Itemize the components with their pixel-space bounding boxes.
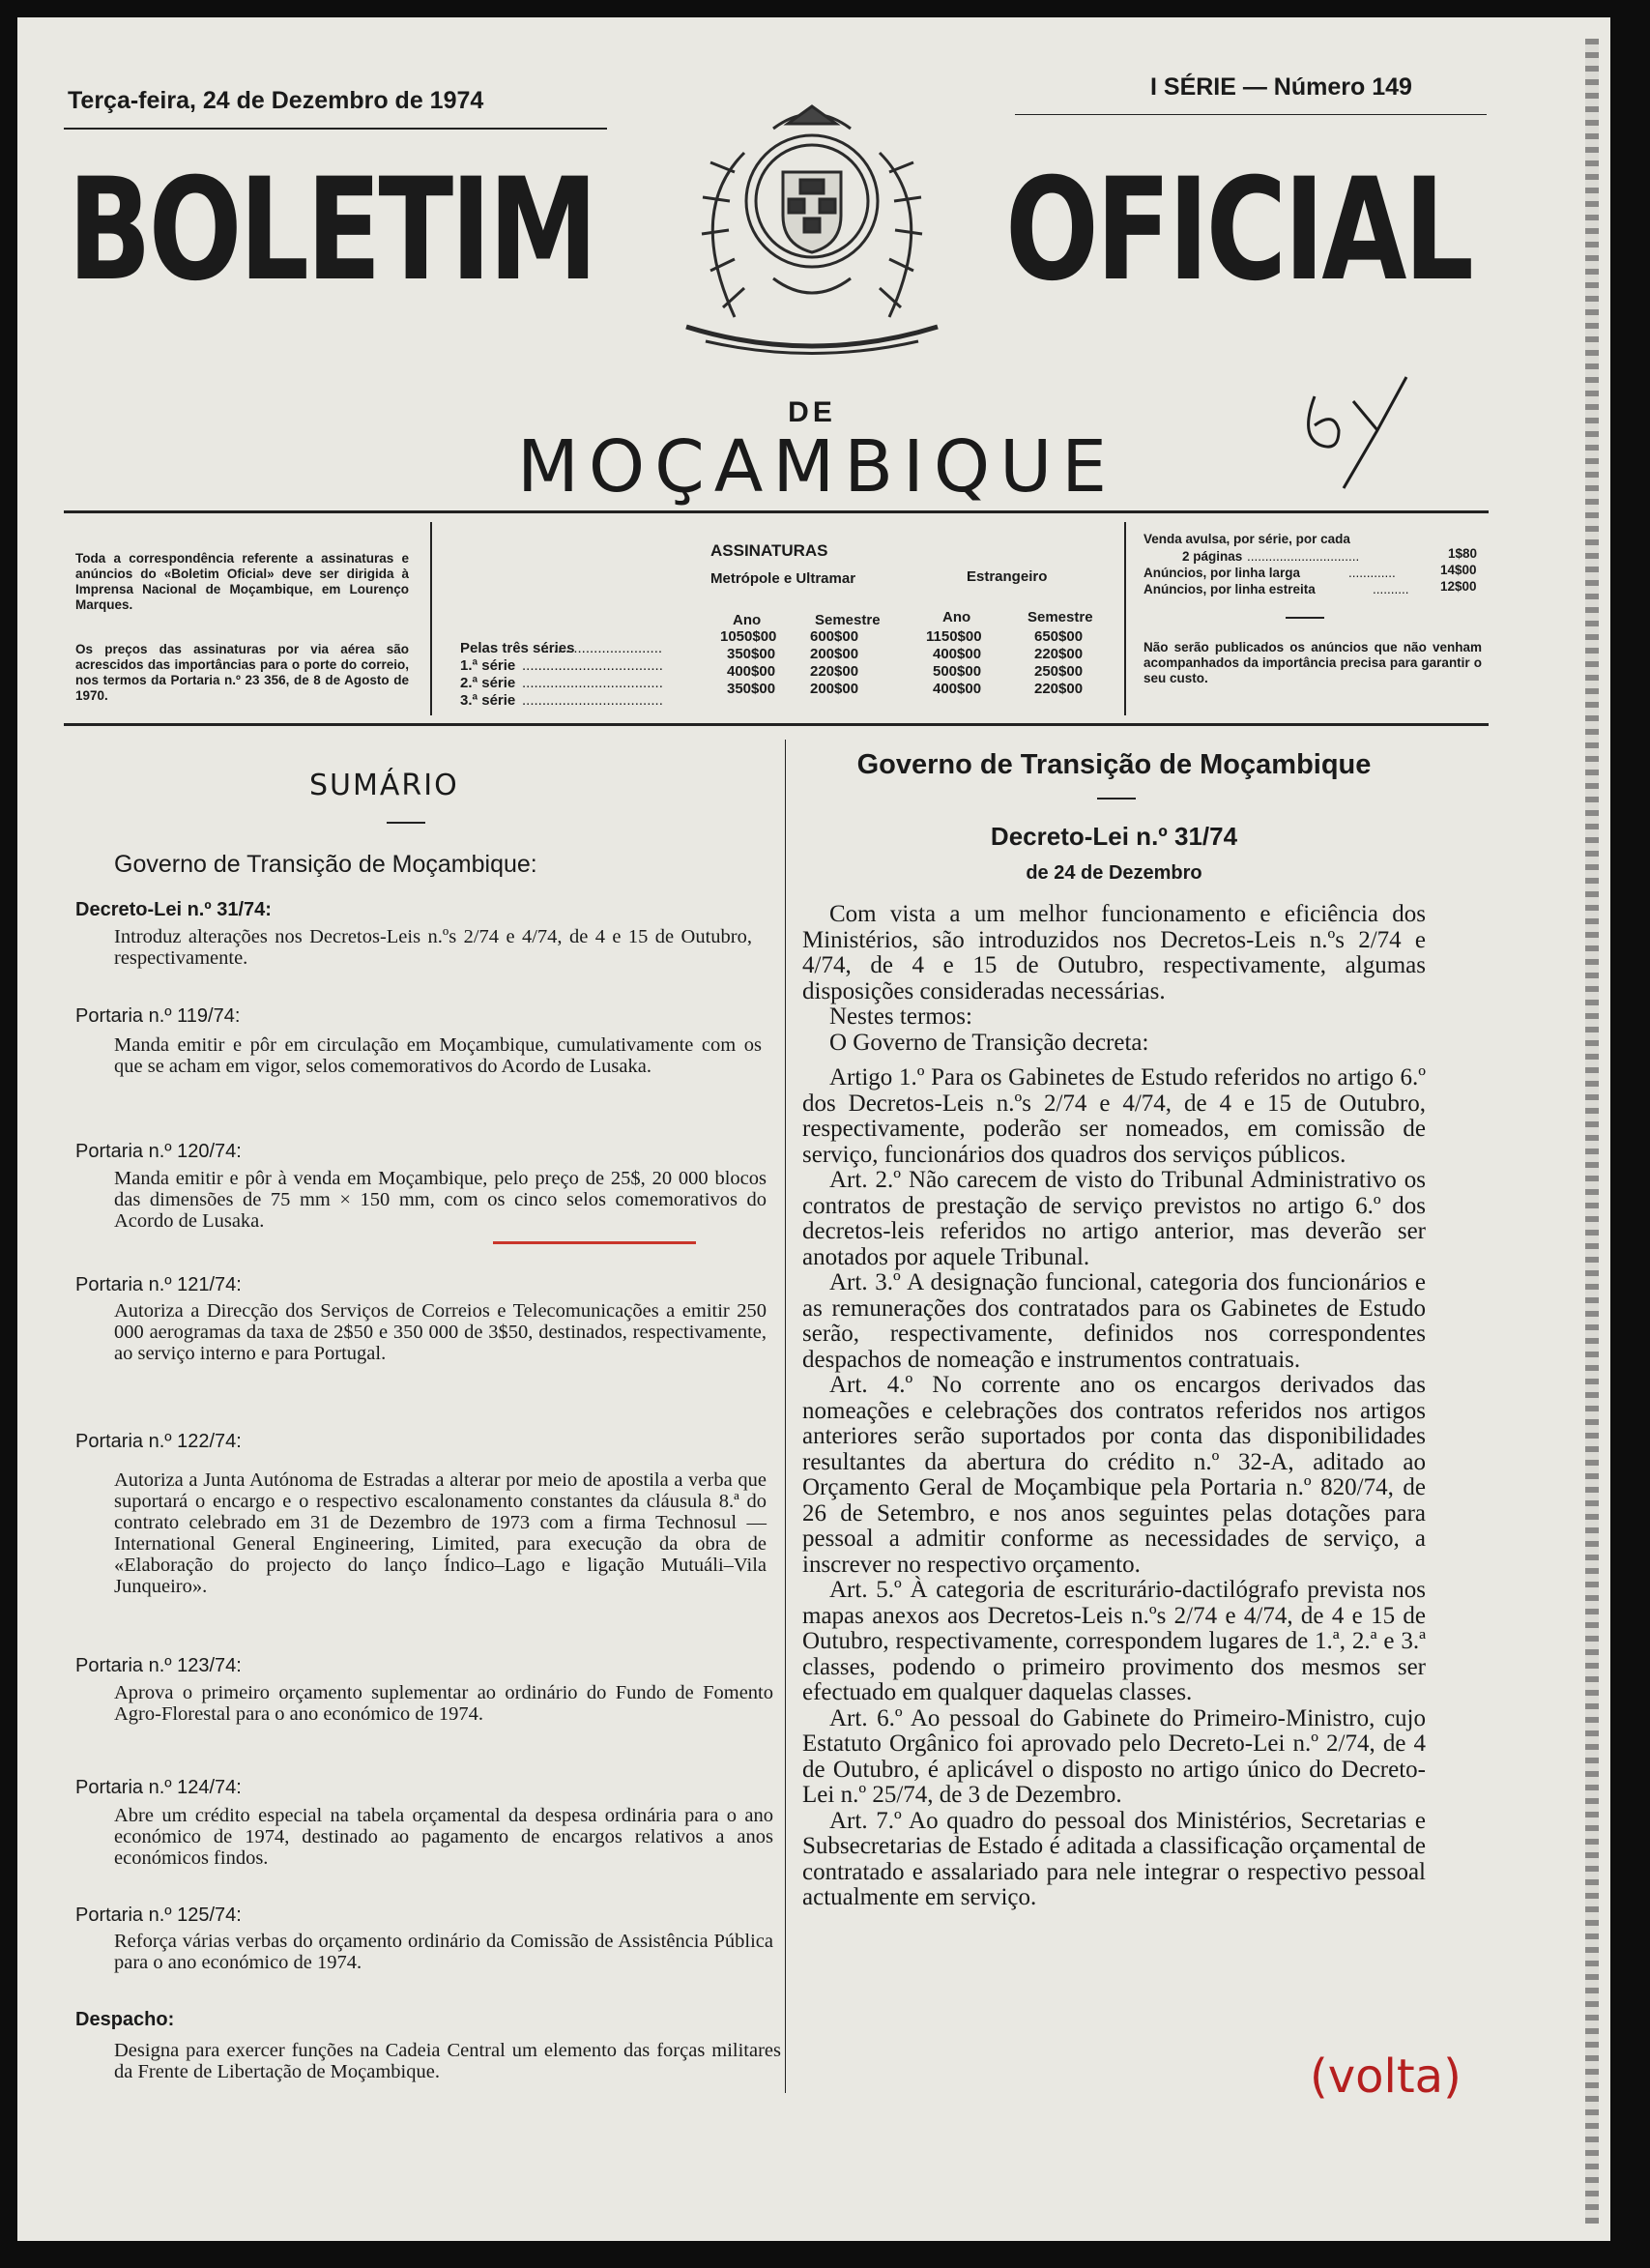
col-sem-metro: Semestre: [815, 612, 881, 628]
decree-body: [802, 902, 1426, 1911]
handwritten-margin-note: (volta): [1310, 2050, 1462, 2104]
decree-government-title: Governo de Transição de Moçambique: [856, 749, 1372, 780]
row-dots: ...................................: [522, 692, 663, 709]
price-cell: 250$00: [1034, 663, 1084, 680]
col-ano-foreign: Ano: [942, 609, 971, 625]
decree-paragraph: Com vista a um melhor funcionamento e eficiência dos Ministérios, são introduzidos nos Decretos-Leis n.ºs 2/74 e 4/74, de 4 e 15 de Outubro, respectivamente, algumas disposições consideradas necessárias.: [802, 901, 1426, 1004]
decree-paragraph: Artigo 1.º Para os Gabinetes de Estudo referidos no artigo 6.º dos Decretos-Leis n.ºs 2/74 e 4/74, de 4 e 15 de Outubro, respectivamente, poderão ser nomeados, em comissão de serviço, funcionários dos quadros dos serviços públicos.: [802, 1064, 1426, 1168]
price-cell: 350$00: [727, 681, 776, 697]
decree-date: de 24 de Dezembro: [1026, 862, 1202, 884]
venda-note: Não serão publicados os anúncios que não venham acompanhados da importância precisa para garantir o seu custo.: [1143, 640, 1482, 685]
decree-title: Decreto-Lei n.º 31/74: [990, 822, 1238, 851]
metro-label: Metrópole e Ultramar: [710, 570, 856, 587]
price-cell: 200$00: [810, 646, 859, 662]
row-dots: ...................................: [522, 675, 663, 691]
venda-item-price: 12$00: [1440, 579, 1477, 594]
price-cell: 220$00: [1034, 646, 1084, 662]
airmail-note: Os preços das assinaturas por via aérea são acrescidos das importâncias para o porte do correio, nos termos da Portaria n.º 23 356, de 8 de Agosto de 1970.: [75, 642, 409, 703]
venda-item-dots: .............: [1348, 566, 1396, 580]
price-cell: 220$00: [810, 663, 859, 680]
masthead-title-right: OFICIAL: [1005, 148, 1471, 312]
summary-title: SUMÁRIO: [309, 769, 459, 802]
summary-entry-text: Reforça várias verbas do orçamento ordinário da Comissão de Assistência Pública para o ano económico de 1974.: [114, 1931, 773, 1973]
issue-number: I SÉRIE — Número 149: [1150, 73, 1412, 101]
venda-title: Venda avulsa, por série, por cada: [1143, 532, 1350, 546]
row-label: 3.ª série: [460, 692, 516, 709]
summary-entry-text: Introduz alterações nos Decretos-Leis n.ºs 2/74 e 4/74, de 4 e 15 de Outubro, respectivamente.: [114, 926, 752, 969]
header-rule-left: [64, 128, 607, 130]
row-dots: ..............................: [541, 640, 663, 656]
summary-entry-text: Autoriza a Junta Autónoma de Estradas a alterar por meio de apostila a verba que suportará o encargo e o respectivo escalonamento constantes da cláusula 8.ª do contrato celebrado em 31 de Dezembro de 1973 com a firma Technosul — International General Engineering, Limited, para execução da obra de «Elaboração do projecto do lanço Índico–Lago e ligação Mutuáli–Vila Junqueiro».: [114, 1469, 767, 1597]
summary-entry-heading: Portaria n.º 122/74:: [75, 1431, 242, 1452]
summary-entry-text: Manda emitir e pôr à venda em Moçambique, pelo preço de 25$, 20 000 blocos das dimensões de 75 mm × 150 mm, com os cinco selos comemorativos do Acordo de Lusaka.: [114, 1168, 767, 1232]
red-underline: [493, 1241, 696, 1244]
price-cell: 400$00: [933, 681, 982, 697]
summary-entry-heading: Portaria n.º 121/74:: [75, 1274, 242, 1295]
price-cell: 1150$00: [926, 628, 982, 645]
summary-entry-text: Autoriza a Direcção dos Serviços de Correios e Telecomunicações a emitir 250 000 aerogramas da taxa de 2$50 e 350 000 de 3$50, destinados, respectivamente, ao serviço interno e para Portugal.: [114, 1300, 767, 1364]
summary-entry-text: Aprova o primeiro orçamento suplementar ao ordinário do Fundo de Fomento Agro-Florestal para o ano económico de 1974.: [114, 1682, 773, 1725]
decree-paragraph: Art. 3.º A designação funcional, categoria dos funcionários e as remunerações dos contratados para os Gabinetes de Estudo serão, respectivamente, definidos nos correspondentes despachos de nomeação e instrumentos contratuais.: [802, 1269, 1426, 1373]
price-cell: 200$00: [810, 681, 859, 697]
price-cell: 350$00: [727, 646, 776, 662]
summary-entry-heading: Portaria n.º 123/74:: [75, 1655, 242, 1676]
header-rule-right: [1015, 114, 1487, 115]
venda-item-label: Anúncios, por linha larga: [1143, 566, 1301, 580]
correspondence-note: Toda a correspondência referente a assinaturas e anúncios do «Boletim Oficial» deve ser dirigida à Imprensa Nacional de Moçambique, em Lourenço Marques.: [75, 551, 409, 612]
decree-rule: [1097, 798, 1136, 800]
decree-paragraph: O Governo de Transição decreta:: [829, 1029, 1149, 1056]
info-rule-top: [64, 510, 1489, 513]
summary-entry-text: Designa para exercer funções na Cadeia Central um elemento das forças militares da Frente de Libertação de Moçambique.: [114, 2040, 781, 2082]
row-label: 1.ª série: [460, 657, 516, 674]
venda-item-label: 2 páginas: [1182, 549, 1243, 564]
masthead-country: MOÇAMBIQUE: [517, 425, 1116, 509]
scan-edge: [1585, 39, 1599, 2224]
summary-entry-heading: Despacho:: [75, 2009, 175, 2030]
summary-rule: [387, 822, 425, 824]
summary-entry-heading: Portaria n.º 119/74:: [75, 1005, 241, 1027]
masthead-title-left: BOLETIM: [68, 148, 595, 312]
summary-entry-text: Abre um crédito especial na tabela orçamental da despesa ordinária para o ano económico de 1974, destinado ao pagamento de encargos relativos a anos económicos findos.: [114, 1805, 773, 1869]
summary-government-heading: Governo de Transição de Moçambique:: [114, 851, 537, 878]
col-ano-metro: Ano: [733, 612, 762, 628]
price-cell: 220$00: [1034, 681, 1084, 697]
decree-paragraph: Art. 5.º À categoria de escriturário-dactilógrafo prevista nos mapas anexos aos Decretos-Leis n.ºs 2/74 e 4/74, de 4 e 15 de Outubro, respectivamente, correspondem lugares de 1.ª, 2.ª e 3.ª classes, podendo o primeiro provimento dos mesmos ser efectuado em qualquer daquelas classes.: [802, 1577, 1426, 1705]
venda-item-label: Anúncios, por linha estreita: [1143, 582, 1316, 596]
decree-paragraph: Nestes termos:: [829, 1003, 972, 1030]
price-cell: 400$00: [727, 663, 776, 680]
col-sem-foreign: Semestre: [1028, 609, 1093, 625]
venda-item-price: 14$00: [1440, 563, 1477, 577]
info-rule-bottom: [64, 723, 1489, 726]
summary-entry-heading: Decreto-Lei n.º 31/74:: [75, 899, 272, 920]
subscriptions-title: ASSINATURAS: [710, 541, 828, 560]
decree-paragraph: Art. 4.º No corrente ano os encargos derivados das nomeações e celebrações dos contratos referidos nos artigos anteriores serão suportados por conta das disponibilidades resultantes da abertura do crédito n.º 32-A, aditado ao Orçamento Geral de Moçambique pela Portaria n.º 820/74, de 26 de Setembro, e nos anos seguintes pelas dotações para pessoal a admitir conforme as necessidades de serviço, a inscrever no respectivo orçamento.: [802, 1372, 1426, 1578]
coat-of-arms-emblem: [628, 85, 996, 375]
decree-paragraph: Art. 6.º Ao pessoal do Gabinete do Primeiro-Ministro, cujo Estatuto Orgânico foi aprovado pelo Decreto-Lei n.º 2/74, de 4 de Outubro, é aplicável o disposto no artigo único do Decreto-Lei n.º 25/74, de 3 de Dezembro.: [802, 1704, 1426, 1808]
row-label: Pelas três séries: [460, 640, 575, 656]
price-cell: 500$00: [933, 663, 982, 680]
row-dots: ...................................: [522, 657, 663, 674]
decree-paragraph: Art. 2.º Não carecem de visto do Tribunal Administrativo os contratos de prestação de serviço previstos no artigo 6.º dos decretos-leis referidos no artigo anterior, mas deverão ser anotados por aquele Tribunal.: [802, 1167, 1426, 1270]
venda-item-dots: ...............................: [1247, 549, 1360, 564]
info-divider-2: [1124, 522, 1126, 715]
summary-entry-heading: Portaria n.º 125/74:: [75, 1905, 242, 1926]
issue-date: Terça-feira, 24 de Dezembro de 1974: [68, 87, 484, 114]
venda-item-price: 1$80: [1448, 546, 1478, 561]
summary-entry-heading: Portaria n.º 124/74:: [75, 1777, 242, 1798]
decree-paragraph: Art. 7.º Ao quadro do pessoal dos Ministérios, Secretarias e Subsecretarias de Estado é aditada a classificação orçamental de contratado e assalariado para nele integrar o respectivo pessoal actualmente em serviço.: [802, 1807, 1426, 1910]
column-divider: [785, 740, 786, 2093]
foreign-label: Estrangeiro: [967, 568, 1048, 585]
price-cell: 400$00: [933, 646, 982, 662]
masthead-de: DE: [788, 396, 836, 428]
row-label: 2.ª série: [460, 675, 516, 691]
summary-entry-heading: Portaria n.º 120/74:: [75, 1141, 242, 1162]
summary-entry-text: Manda emitir e pôr em circulação em Moçambique, cumulativamente com os que se acham em vigor, selos comemorativos do Acordo de Lusaka.: [114, 1034, 762, 1077]
venda-rule: [1286, 617, 1324, 619]
price-cell: 650$00: [1034, 628, 1084, 645]
info-divider-1: [430, 522, 432, 715]
handwritten-mark: [1286, 367, 1450, 493]
venda-item-dots: ..........: [1373, 582, 1409, 596]
price-cell: 1050$00: [720, 628, 777, 645]
price-cell: 600$00: [810, 628, 859, 645]
